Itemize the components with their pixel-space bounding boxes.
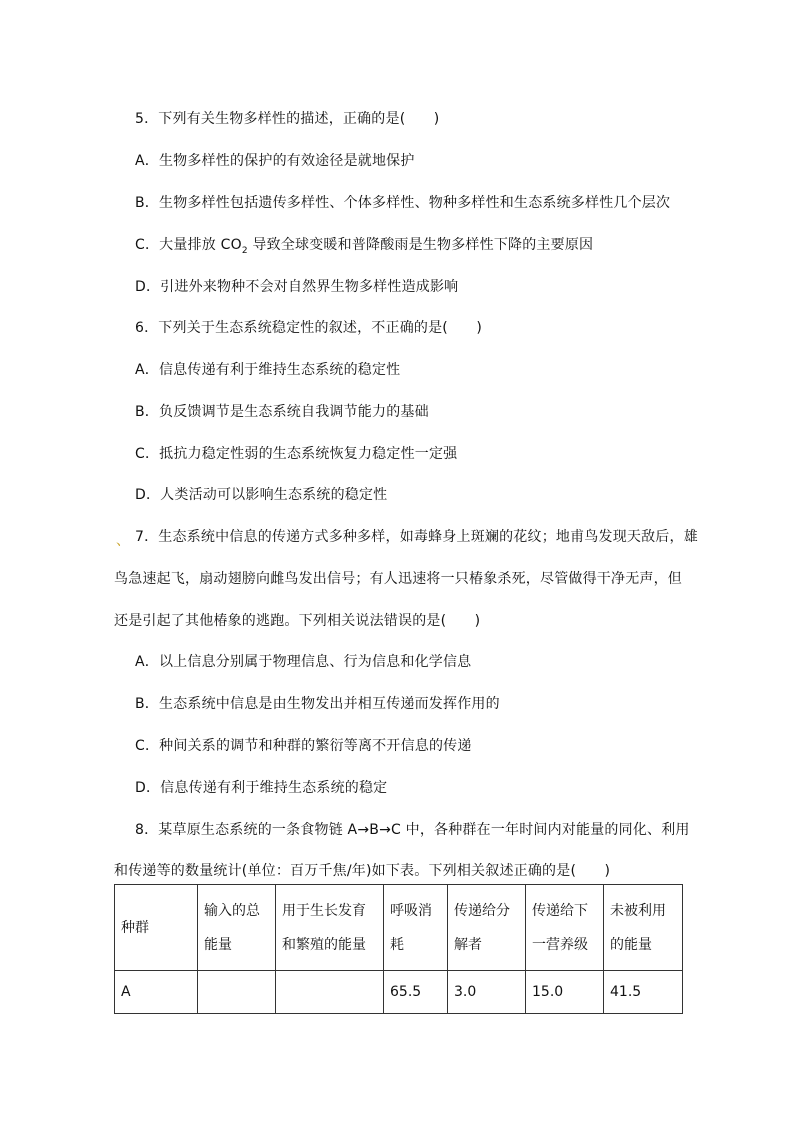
q8-stem-line-1: 8．某草原生态系统的一条食物链 A→B→C 中，各种群在一年时间内对能量的同化、利用 [135,822,690,838]
q8-stem-line-2: 和传递等的数量统计(单位：百万千焦/年)如下表。下列相关叙述正确的是( ) [114,863,611,879]
q5-option-c-subscript: 2 [241,245,248,256]
q6-option-a: A．信息传递有利于维持生态系统的稳定性 [135,362,401,378]
header-unused: 未被利用 的能量 [604,885,683,971]
header-growth-energy: 用于生长发育 和繁殖的能量 [276,885,384,971]
table-cell: A [115,971,198,1014]
q6-option-b: B．负反馈调节是生态系统自我调节能力的基础 [135,404,429,420]
q5-option-c [135,234,593,256]
q5-option-b: B．生物多样性包括遗传多样性、个体多样性、物种多样性和生态系统多样性几个层次 [135,195,671,211]
header-total-input: 输入的总 能量 [198,885,276,971]
header-to-next-level: 传递给下 一营养级 [526,885,604,971]
q7-marker: 、 [116,533,130,549]
table-cell: 15.0 [526,971,604,1014]
q6-option-d: D．人类活动可以影响生态系统的稳定性 [135,487,388,503]
energy-table [114,884,683,1014]
q5-option-a: A．生物多样性的保护的有效途径是就地保护 [135,153,415,169]
table-cell [198,971,276,1014]
table-cell: 65.5 [384,971,448,1014]
header-respiration: 呼吸消 耗 [384,885,448,971]
header-population: 种群 [115,885,198,971]
table-cell [276,971,384,1014]
q6-option-c: C．抵抗力稳定性弱的生态系统恢复力稳定性一定强 [135,446,458,462]
q7-option-b: B．生态系统中信息是由生物发出并相互传递而发挥作用的 [135,696,500,712]
q7-option-d: D．信息传递有利于维持生态系统的稳定 [135,780,388,796]
q5-stem: 5．下列有关生物多样性的描述，正确的是( ) [135,111,440,127]
q7-option-a: A．以上信息分别属于物理信息、行为信息和化学信息 [135,654,472,670]
q5-option-c-part1: C．大量排放 CO [135,237,242,253]
q6-stem: 6．下列关于生态系统稳定性的叙述，不正确的是( ) [135,320,483,336]
table-header-row [115,885,683,971]
table-row [115,971,683,1014]
q7-stem-line-3: 还是引起了其他椿象的逃跑。下列相关说法错误的是( ) [114,613,481,629]
q7-stem-line-1: 7．生态系统中信息的传递方式多种多样，如毒蜂身上斑斓的花纹；地甫鸟发现天敌后，雄 [135,529,698,545]
table-cell: 41.5 [604,971,683,1014]
header-to-decomposers: 传递给分 解者 [448,885,526,971]
table-cell: 3.0 [448,971,526,1014]
q7-stem-line-2: 鸟急速起飞，扇动翅膀向雌鸟发出信号；有人迅速将一只椿象杀死，尽管做得干净无声，但 [114,571,682,587]
q7-option-c: C．种间关系的调节和种群的繁衍等离不开信息的传递 [135,738,472,754]
q5-option-c-part2: 导致全球变暖和普降酸雨是生物多样性下降的主要原因 [247,237,594,253]
q5-option-d: D．引进外来物种不会对自然界生物多样性造成影响 [135,279,459,295]
